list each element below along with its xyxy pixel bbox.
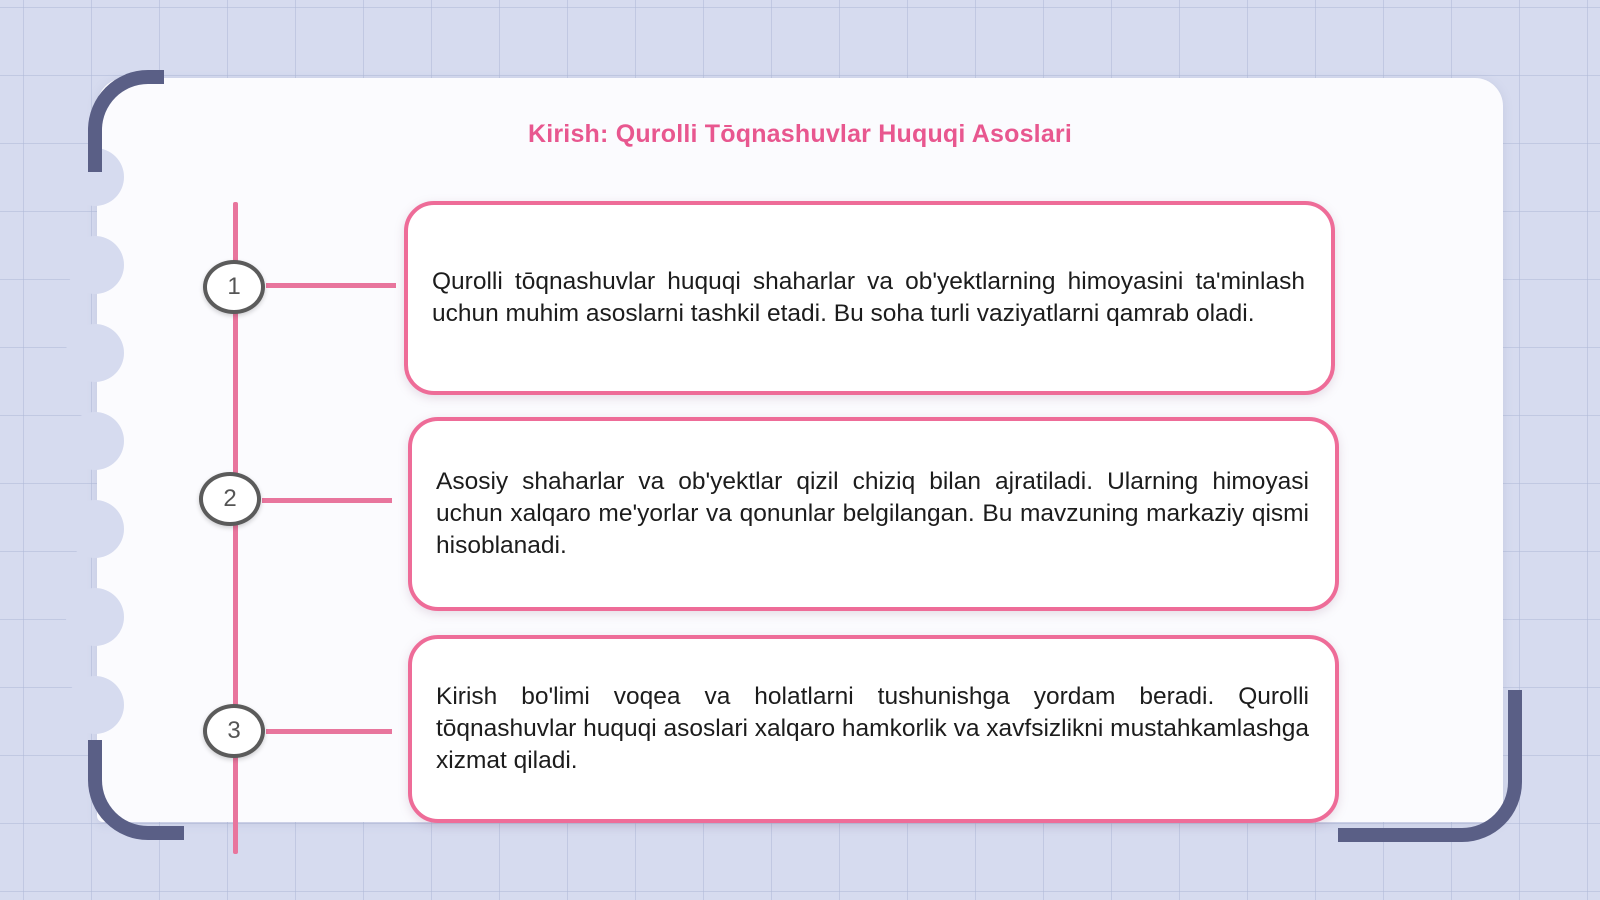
step-number-1: 1 bbox=[203, 260, 265, 314]
slide-title: Kirish: Qurolli Tōqnashuvlar Huquqi Asoslari bbox=[527, 120, 1073, 148]
paper-scallop bbox=[66, 500, 124, 558]
step-text-1: Qurolli tōqnashuvlar huquqi shaharlar va ob'yektlarning himoyasini ta'minlash uchun muhim asoslarni tashkil etadi. Bu soha turli vaziyatlarni qamrab oladi. bbox=[432, 268, 1305, 327]
frame-corner-bottom-right bbox=[1338, 690, 1522, 842]
step-number-2: 2 bbox=[199, 472, 261, 526]
paper-scallop bbox=[66, 324, 124, 382]
step-card-2 bbox=[408, 417, 1339, 611]
paper-scallop bbox=[66, 236, 124, 294]
step-number-3: 3 bbox=[203, 704, 265, 758]
step-text-2: Asosiy shaharlar va ob'yektlar qizil chiziq bilan ajratiladi. Ularning himoyasi uchun xalqaro me'yorlar va qonunlar belgilangan. Bu mavzuning markaziy qismi hisoblanadi. bbox=[436, 468, 1309, 559]
timeline-connector bbox=[266, 283, 396, 288]
timeline-connector bbox=[262, 498, 392, 503]
paper-scallop bbox=[66, 588, 124, 646]
step-card-1 bbox=[404, 201, 1335, 395]
frame-corner-top-left bbox=[88, 70, 164, 172]
paper-scallop bbox=[66, 676, 124, 734]
step-text-3: Kirish bo'limi voqea va holatlarni tushunishga yordam beradi. Qurolli tōqnashuvlar huquqi asoslari xalqaro hamkorlik va xavfsizlikni mustahkamlashga xizmat qiladi. bbox=[436, 683, 1309, 774]
timeline-connector bbox=[266, 729, 392, 734]
paper-scallop bbox=[66, 412, 124, 470]
step-card-3 bbox=[408, 635, 1339, 823]
frame-corner-bottom-left bbox=[88, 740, 184, 840]
